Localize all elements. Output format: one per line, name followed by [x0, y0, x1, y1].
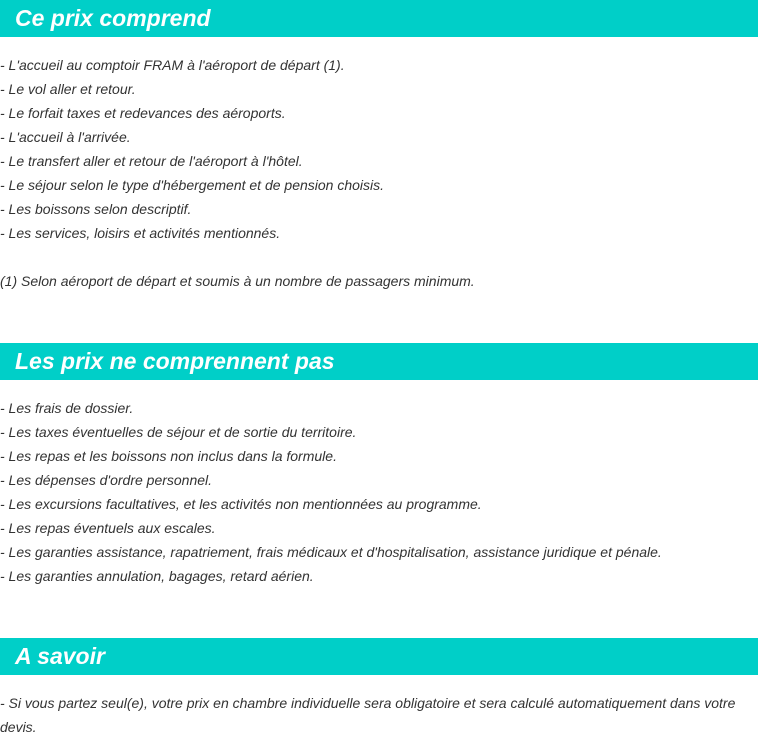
- section-header-to-know: [0, 638, 758, 675]
- section-header-included: [0, 0, 758, 37]
- list-item: - Le séjour selon le type d'hébergement et de pension choisis.: [0, 177, 385, 193]
- list-item: - Le vol aller et retour.: [0, 81, 136, 97]
- list-item: - Les frais de dossier.: [0, 400, 134, 416]
- list-item: - L'accueil à l'arrivée.: [0, 129, 131, 145]
- footnote: (1) Selon aéroport de départ et soumis à un nombre de passagers minimum.: [0, 273, 475, 289]
- excluded-list: [0, 396, 758, 588]
- to-know-text: - Si vous partez seul(e), votre prix en chambre individuelle sera obligatoire et sera calculé automatiquement dans votre devis.: [0, 695, 736, 735]
- list-item: - Les boissons selon descriptif.: [0, 201, 192, 217]
- section-title-to-know: A savoir: [15, 643, 105, 669]
- included-list: [0, 53, 758, 245]
- list-item: - Le forfait taxes et redevances des aéroports.: [0, 105, 286, 121]
- list-item: - L'accueil au comptoir FRAM à l'aéroport de départ (1).: [0, 57, 345, 73]
- section-title-included: Ce prix comprend: [15, 5, 211, 31]
- list-item: - Les taxes éventuelles de séjour et de sortie du territoire.: [0, 424, 357, 440]
- section-header-excluded: [0, 343, 758, 380]
- list-item: - Les repas éventuels aux escales.: [0, 520, 216, 536]
- list-item: - Les services, loisirs et activités mentionnés.: [0, 225, 281, 241]
- list-item: - Le transfert aller et retour de l'aéroport à l'hôtel.: [0, 153, 303, 169]
- section-title-excluded: Les prix ne comprennent pas: [15, 348, 335, 374]
- list-item: - Les excursions facultatives, et les activités non mentionnées au programme.: [0, 496, 482, 512]
- list-item: - Les garanties assistance, rapatriement, frais médicaux et d'hospitalisation, assistance juridique et pénale.: [0, 544, 662, 560]
- list-item: - Les garanties annulation, bagages, retard aérien.: [0, 568, 314, 584]
- list-item: - Les dépenses d'ordre personnel.: [0, 472, 213, 488]
- list-item: - Les repas et les boissons non inclus dans la formule.: [0, 448, 337, 464]
